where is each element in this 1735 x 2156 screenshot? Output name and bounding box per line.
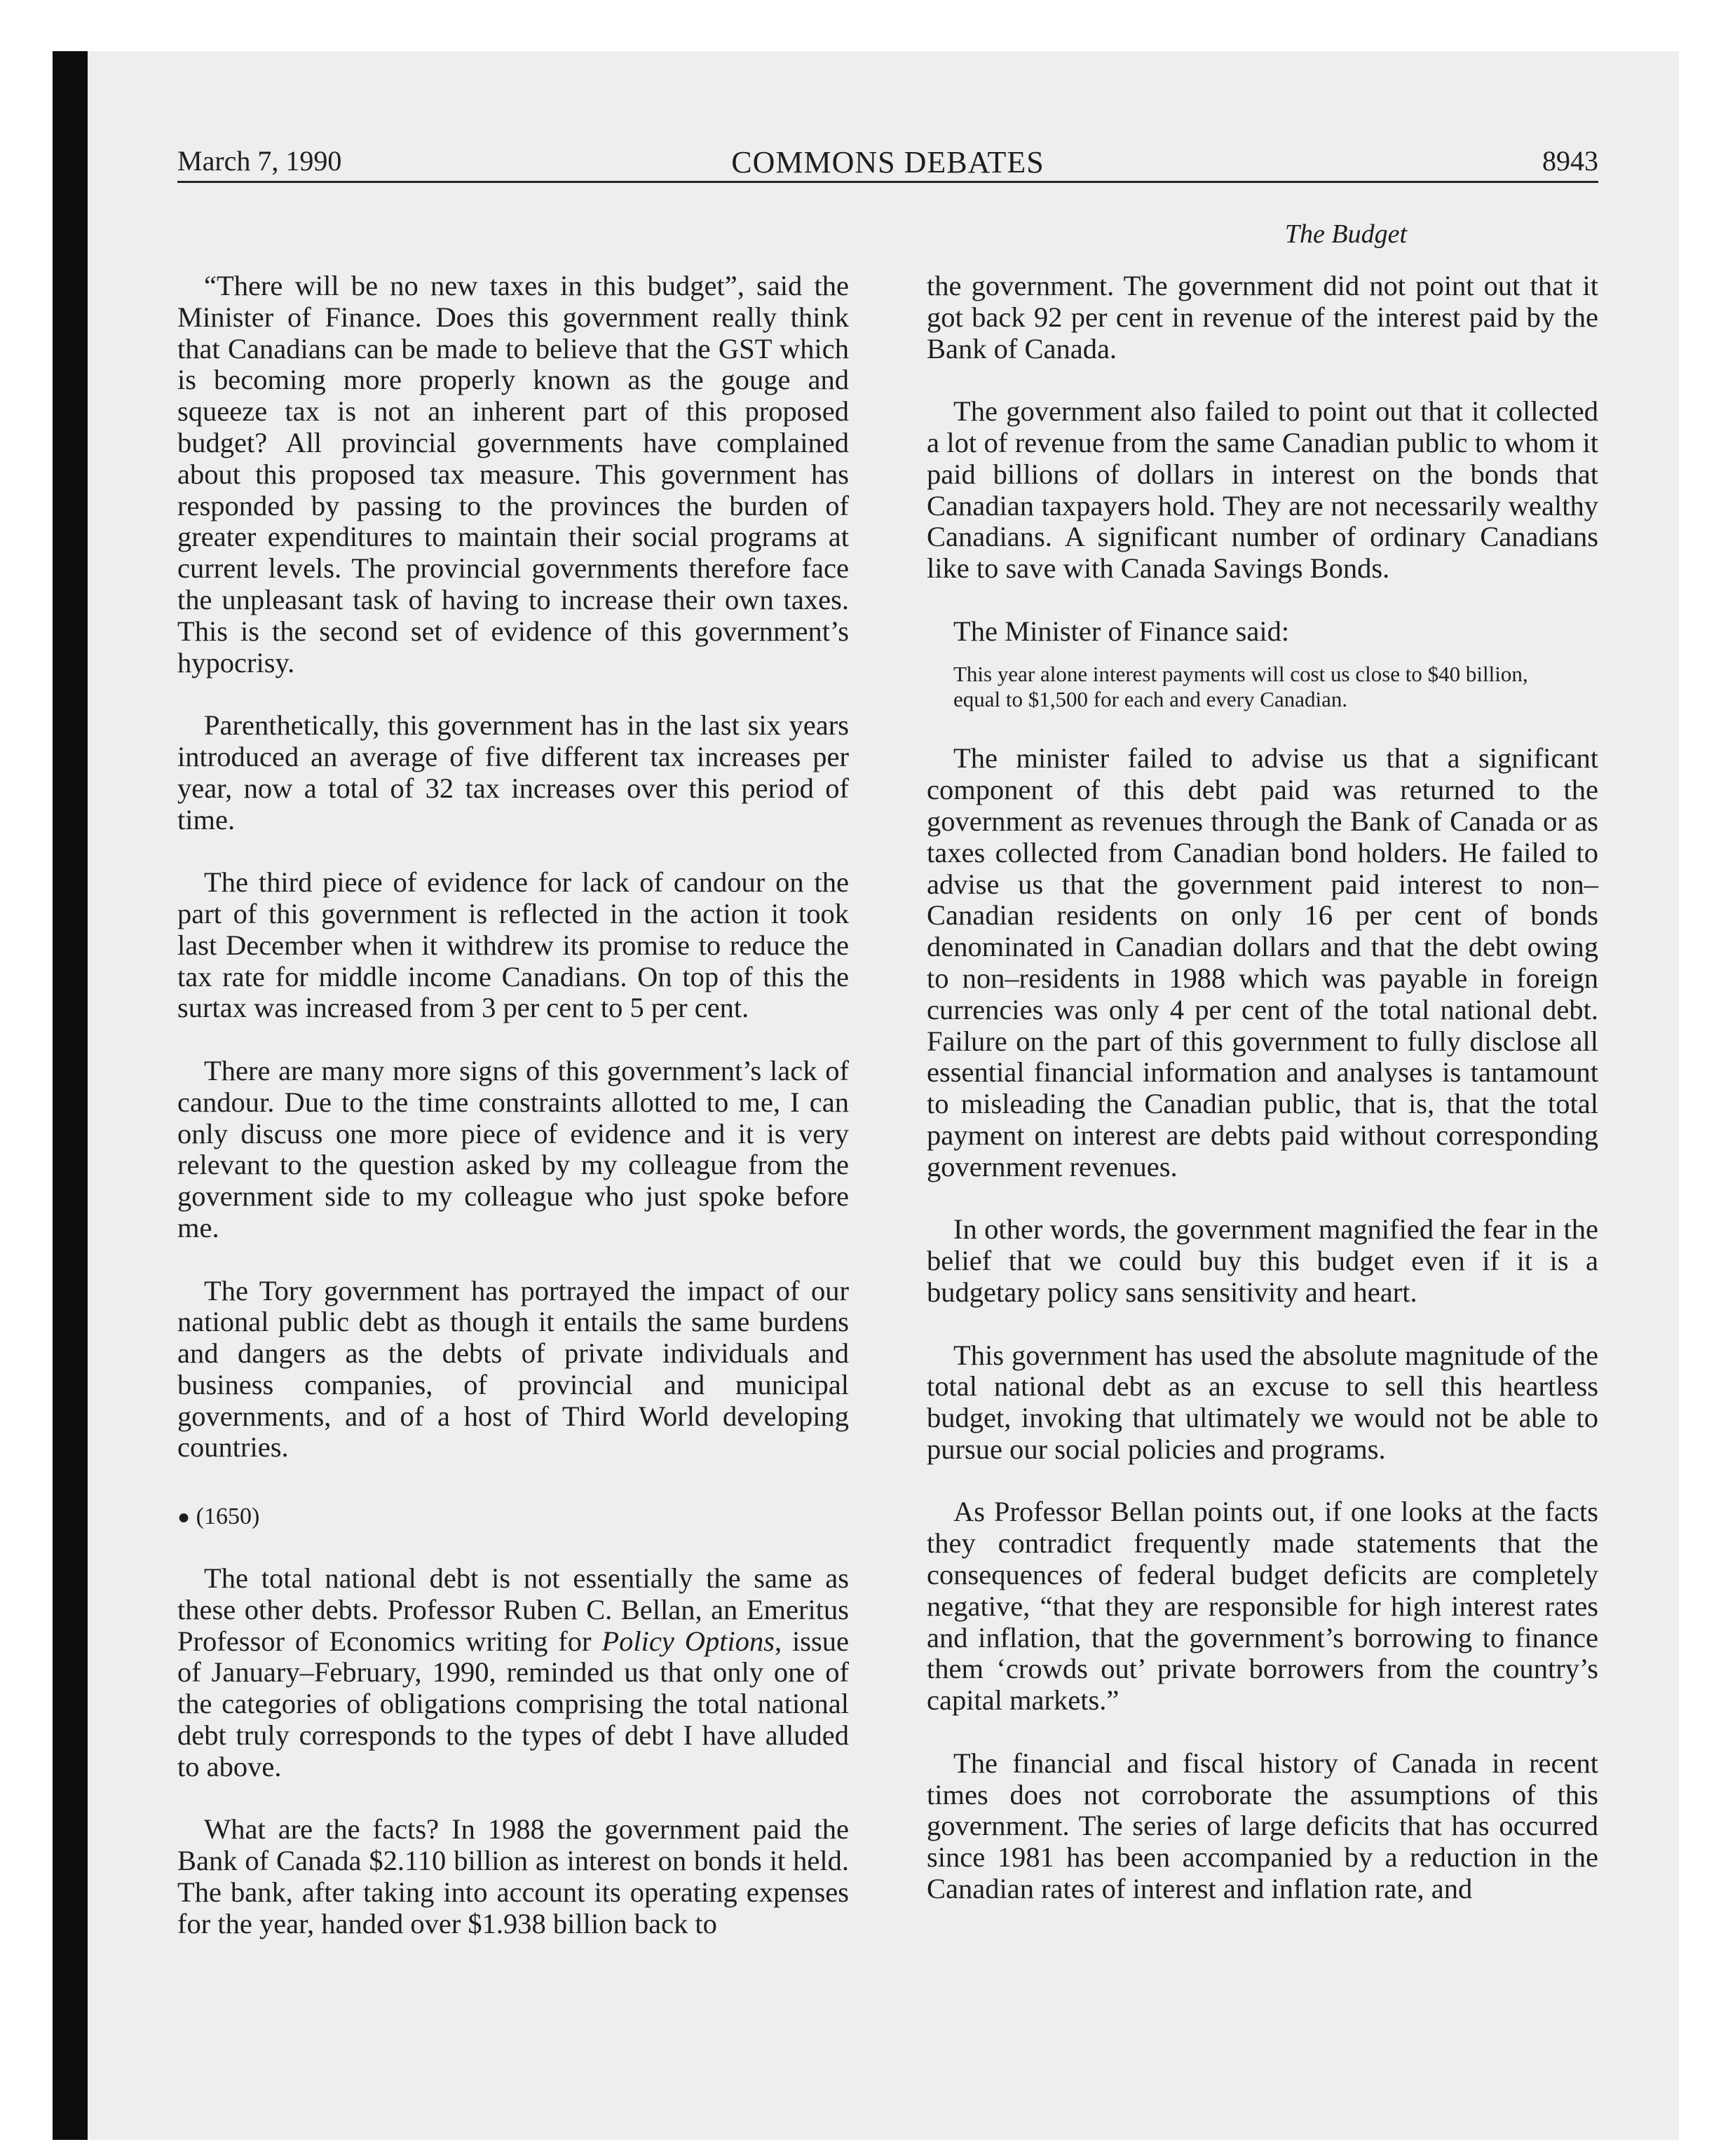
paragraph-text: , issue of January–February, 1990, reminded us that only one of the categories of obligations comprising the total national debt truly corresponds to the types of debt I have alluded to above.: [177, 1625, 850, 1782]
paragraph: The government also failed to point out that it collected a lot of revenue from the same Canadian public to whom it paid billions of dollars in interest on the bonds that Canadian taxpayers hold. They are not necessarily wealthy Canadians. A significant number of ordinary Canadians like to save with Canada Savings Bonds.: [927, 395, 1598, 585]
scan-binding-edge: [53, 51, 88, 2140]
right-column: [927, 271, 1598, 1905]
paragraph: the government. The government did not point out that it got back 92 per cent in revenue of the interest paid by the Bank of Canada.: [927, 270, 1598, 364]
paragraph-text: The total national debt is not essentially the same as these other debts. Professor Ruben C. Bellan, an Emeritus Professor of Economics writing for: [177, 1562, 849, 1657]
header-publication: COMMONS DEBATES: [731, 145, 1045, 179]
paragraph: What are the facts? In 1988 the government paid the Bank of Canada $2.110 billion as interest on bonds it held. The bank, after taking into account its operating expenses for the year, handed over $1.938 billion back to: [177, 1813, 849, 1939]
paragraph: The minister failed to advise us that a significant component of this debt paid was returned to the government as revenues through the Bank of Canada or as taxes collected from Canadian bond holders. He failed to advise us that the government paid interest to non–Canadian residents on only 16 per cent of bonds denominated in Canadian dollars and that the debt owing to non–residents in 1988 which was payable in foreign currencies was only 4 per cent of the total national debt. Failure on the part of this government to fully disclose all essential financial information and analyses is tantamount to misleading the Canadian public, that is, that the total payment on interest are debts paid without corresponding government revenues.: [927, 742, 1598, 1182]
paragraph: As Professor Bellan points out, if one looks at the facts they contradict frequently made statements that the consequences of federal budget deficits are completely negative, “that they are responsible for high interest rates and inflation, that the government’s borrowing to finance them ‘crowds out’ private borrowers from the country’s capital markets.”: [927, 1496, 1598, 1717]
publication-title: Policy Options: [601, 1625, 775, 1657]
time-marker-label: (1650): [196, 1503, 260, 1530]
paragraph: [177, 1563, 849, 1783]
header-rule: [177, 181, 1598, 183]
left-column: [177, 271, 849, 1940]
block-quote: [927, 662, 1598, 712]
quote-line: equal to $1,500 for each and every Canadian.: [953, 686, 1348, 711]
header-page-number: 8943: [1542, 145, 1598, 177]
section-title: The Budget: [1284, 219, 1408, 249]
header-date: March 7, 1990: [177, 145, 342, 177]
paragraph: Parenthetically, this government has in the last six years introduced an average of five different tax increases per year, now a total of 32 tax increases over this period of time.: [177, 709, 849, 835]
paragraph: The financial and fiscal history of Canada in recent times does not corroborate the assumptions of this government. The series of large deficits that has occurred since 1981 has been accompanied by a reduction in the Canadian rates of interest and inflation rate, and: [927, 1747, 1598, 1905]
paragraph: The Minister of Finance said:: [953, 615, 1290, 647]
quote-line: This year alone interest payments will cost us close to $40 billion,: [953, 661, 1528, 686]
paragraph: The third piece of evidence for lack of candour on the part of this government is reflected in the action it took last December when it withdrew its promise to reduce the tax rate for middle income Canadians. On top of this the surtax was increased from 3 per cent to 5 per cent.: [177, 866, 849, 1024]
page-header: [177, 140, 1598, 182]
paragraph: In other words, the government magnified the fear in the belief that we could buy this budget even if it is a budgetary policy sans sensitivity and heart.: [927, 1213, 1598, 1308]
paragraph: The Tory government has portrayed the impact of our national public debt as though it entails the same burdens and dangers as the debts of private individuals and business companies, of provincial and municipal governments, and of a host of Third World developing countries.: [177, 1274, 849, 1464]
paragraph: There are many more signs of this government’s lack of candour. Due to the time constraints allotted to me, I can only discuss one more piece of evidence and it is very relevant to the question asked by my colleague from the government side to my colleague who just spoke before me.: [177, 1054, 849, 1243]
time-marker: [177, 1503, 849, 1531]
paragraph: “There will be no new taxes in this budget”, said the Minister of Finance. Does this government really think that Canadians can be made to believe that the GST which is becoming more properly known as the gouge and squeeze tax is not an inherent part of this proposed budget? All provincial governments have complained about this proposed tax measure. This government has responded by passing to the provinces the burden of greater expenditures to maintain their social programs at current levels. The provincial governments therefore face the unpleasant task of having to increase their own taxes. This is the second set of evidence of this government’s hypocrisy.: [177, 270, 849, 678]
paragraph: This government has used the absolute magnitude of the total national debt as an excuse to sell this heartless budget, invoking that ultimately we would not be able to pursue our social policies and programs.: [927, 1339, 1598, 1465]
bullet-icon: ●: [177, 1506, 191, 1529]
